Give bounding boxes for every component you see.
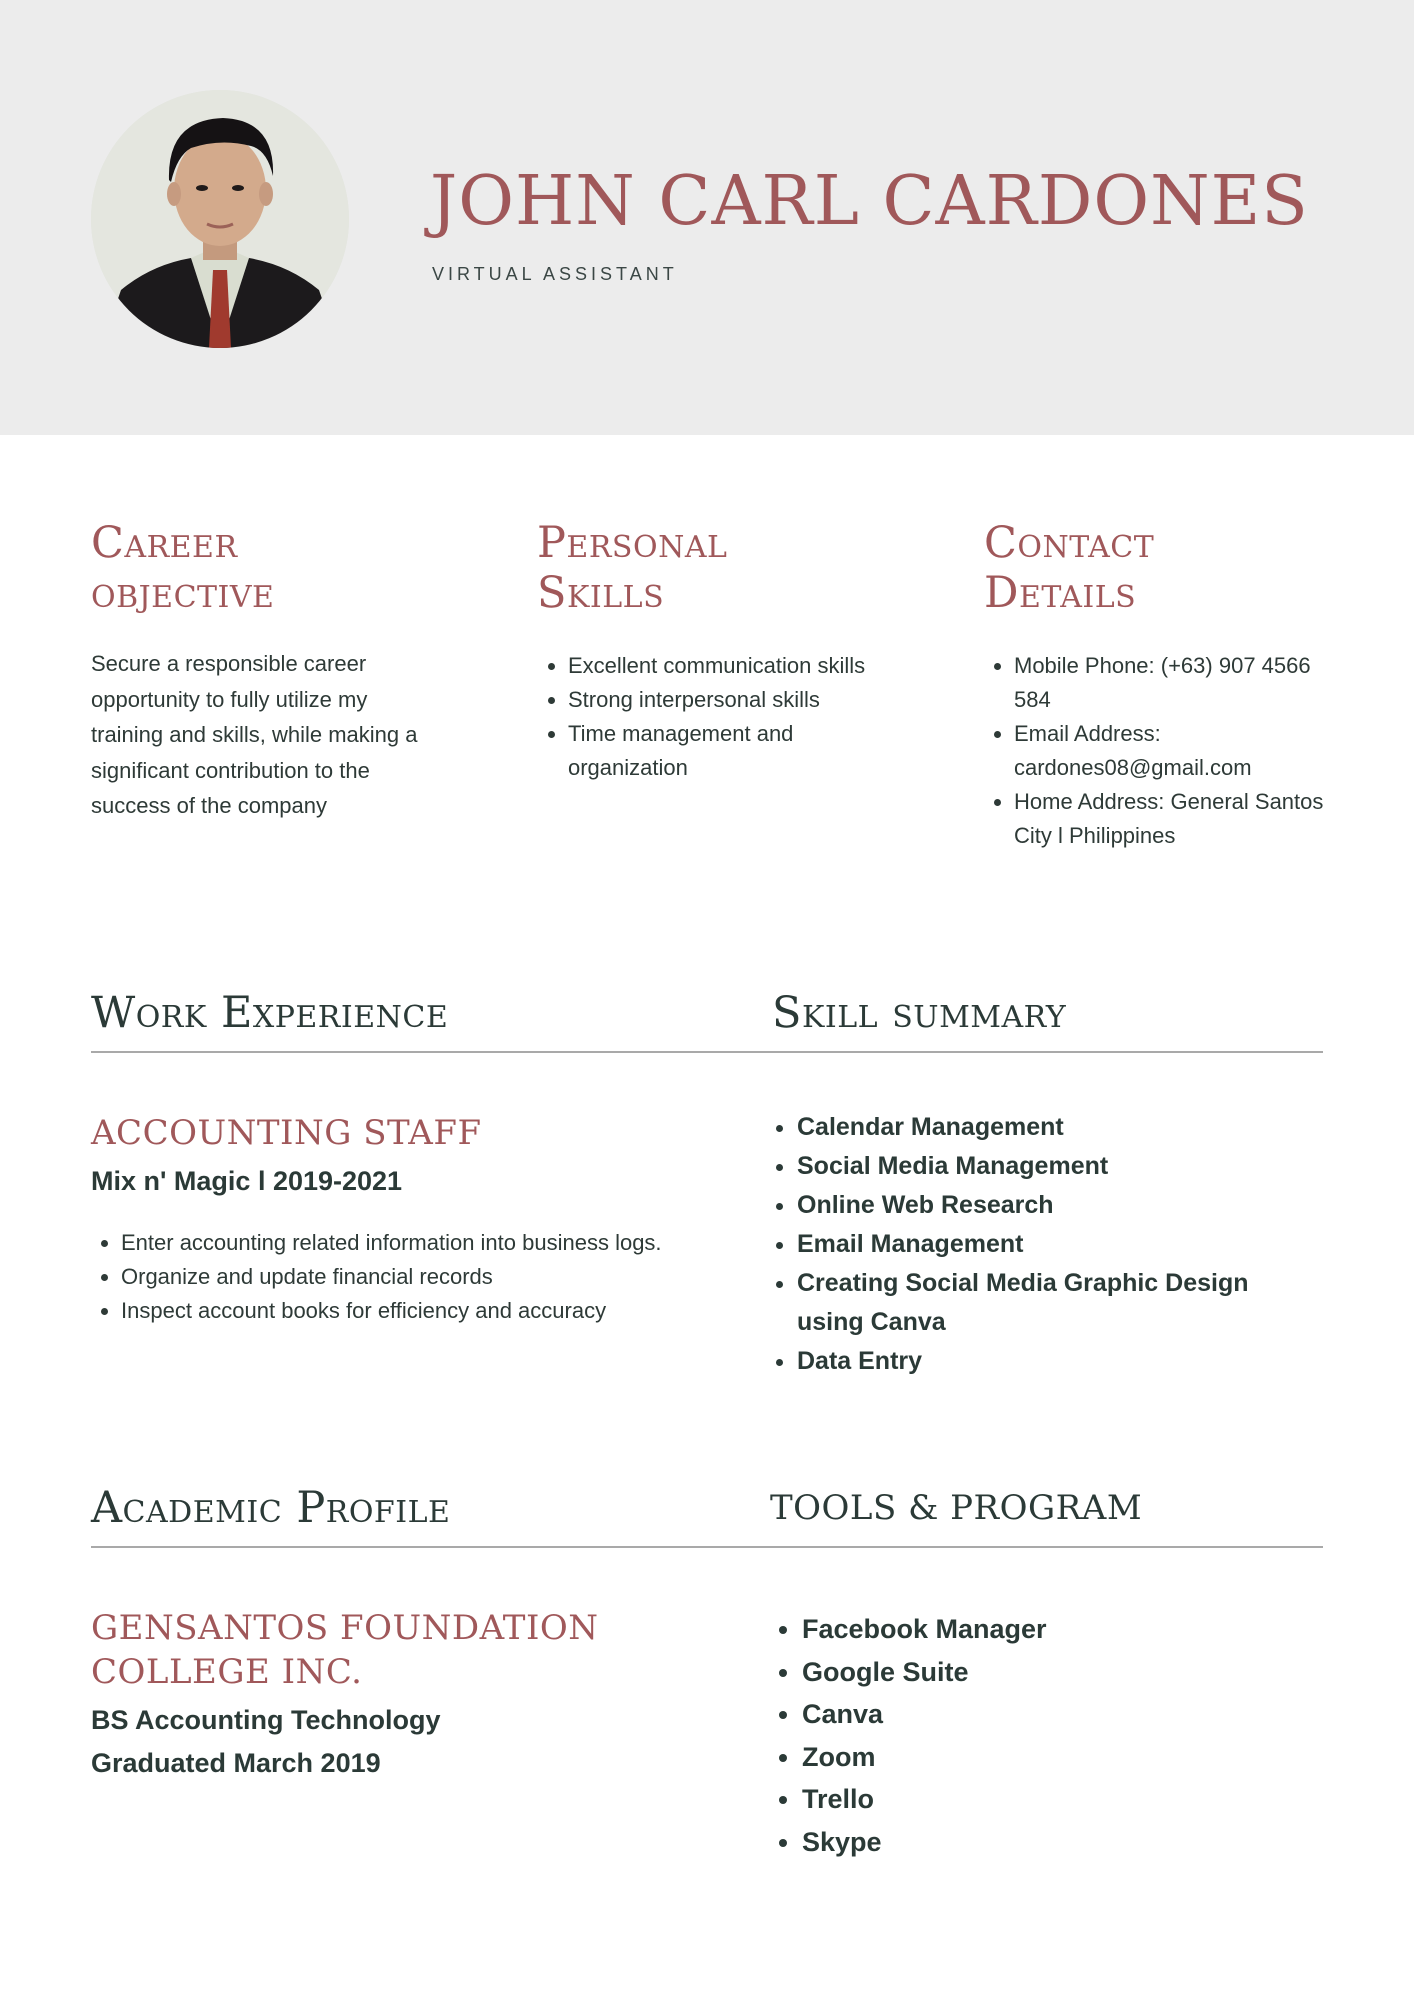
personal-skills-list xyxy=(538,649,908,785)
list-item: • Zoom xyxy=(802,1736,1302,1779)
work-experience-heading: Work Experience xyxy=(91,988,449,1038)
list-item: • Canva xyxy=(802,1693,1302,1736)
candidate-name: JOHN CARL CARDONES xyxy=(430,162,1309,241)
list-item: • Skype xyxy=(802,1821,1302,1864)
list-item: • Excellent communication skills xyxy=(568,649,908,683)
list-item: • Email Address: cardones08@gmail.com xyxy=(1014,717,1334,785)
school-name xyxy=(91,1606,599,1694)
personal-skills-heading xyxy=(537,518,727,618)
work-duties-list xyxy=(91,1226,711,1328)
list-item: • Online Web Research xyxy=(797,1186,1317,1225)
degree: BS Accounting Technology xyxy=(91,1705,441,1735)
list-item: • Enter accounting related information into business logs. xyxy=(121,1226,711,1260)
list-item: • Trello xyxy=(802,1778,1302,1821)
career-objective-heading xyxy=(91,518,274,618)
contact-details-heading xyxy=(984,518,1154,618)
list-item: • Inspect account books for efficiency and accuracy xyxy=(121,1294,711,1328)
list-item: • Facebook Manager xyxy=(802,1608,1302,1651)
list-item: • Social Media Management xyxy=(797,1147,1317,1186)
heading-line: Contact xyxy=(984,518,1155,568)
header-band xyxy=(0,0,1414,435)
school-name-line: GENSANTOS FOUNDATION xyxy=(91,1608,599,1648)
skill-summary-list xyxy=(770,1108,1317,1381)
contact-details-list xyxy=(984,649,1334,853)
list-item: • Mobile Phone: (+63) 907 4566 584 xyxy=(1014,649,1334,717)
heading-line: Skills xyxy=(537,568,665,618)
profile-photo xyxy=(91,90,349,348)
heading-line: Details xyxy=(984,568,1137,618)
school-name-line: COLLEGE INC. xyxy=(91,1652,363,1692)
section-divider xyxy=(91,1051,1323,1053)
skill-summary-heading: Skill summary xyxy=(772,988,1067,1038)
job-role: VIRTUAL ASSISTANT xyxy=(432,264,678,284)
tools-program-heading: TOOLS & PROGRAM xyxy=(770,1488,1143,1528)
list-item: • Time management and organization xyxy=(568,717,908,785)
list-item: • Email Management xyxy=(797,1225,1317,1264)
list-item: • Organize and update financial records xyxy=(121,1260,711,1294)
list-item: • Creating Social Media Graphic Design using Canva xyxy=(797,1264,1317,1342)
academic-profile-heading: Academic Profile xyxy=(91,1483,451,1533)
heading-line: objective xyxy=(91,568,275,618)
heading-line: Personal xyxy=(537,518,728,568)
list-item: • Home Address: General Santos City l Philippines xyxy=(1014,785,1334,853)
company-and-dates: Mix n' Magic l 2019-2021 xyxy=(91,1166,403,1196)
tools-list xyxy=(771,1608,1302,1863)
list-item: • Strong interpersonal skills xyxy=(568,683,908,717)
graduation-date: Graduated March 2019 xyxy=(91,1748,381,1778)
portrait-image xyxy=(91,90,349,348)
list-item: • Data Entry xyxy=(797,1342,1317,1381)
job-title: ACCOUNTING STAFF xyxy=(91,1113,482,1153)
list-item: • Google Suite xyxy=(802,1651,1302,1694)
career-objective-text: Secure a responsible career opportunity to fully utilize my training and skills, while making a significant contribution to the success of the company xyxy=(91,651,418,818)
section-divider xyxy=(91,1546,1323,1548)
list-item: • Calendar Management xyxy=(797,1108,1317,1147)
heading-line: Career xyxy=(91,518,238,568)
